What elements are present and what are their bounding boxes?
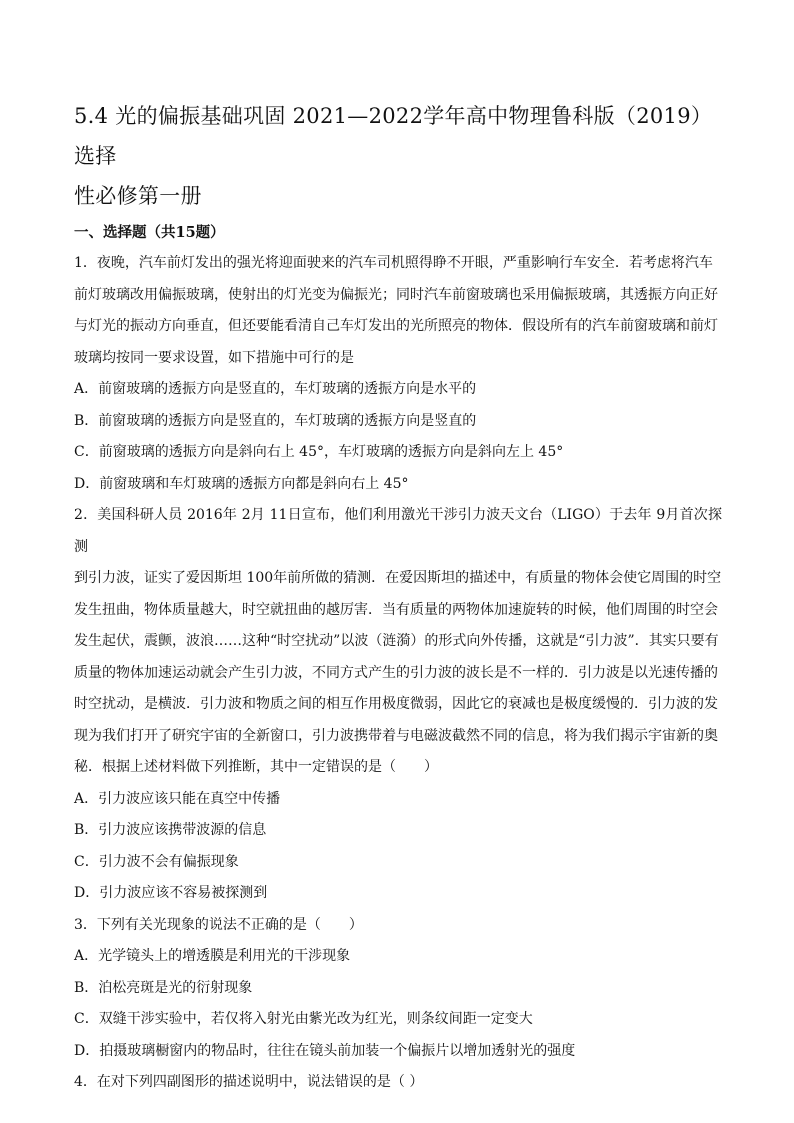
- answer-option: A．前窗玻璃的透振方向是竖直的，车灯玻璃的透振方向是水平的: [74, 381, 477, 397]
- question-stem-line: 前灯玻璃改用偏振玻璃，使射出的灯光变为偏振光；同时汽车前窗玻璃也采用偏振玻璃，其透振方向正好: [74, 286, 718, 303]
- question-stem-line: 时空扰动，是横波．引力波和物质之间的相互作用极度微弱，因此它的衰减也是极度缓慢的．引力波的发: [74, 696, 718, 712]
- answer-option: D．拍摄玻璃橱窗内的物品时，往往在镜头前加装一个偏振片以增加透射光的强度: [74, 1042, 576, 1059]
- title-line-2: 性必修第一册: [74, 184, 202, 208]
- question-1: [74, 248, 722, 500]
- question-3: [74, 910, 722, 1068]
- question-stem-line: 现为我们打开了研究宇宙的全新窗口，引力波携带着与电磁波截然不同的信息，将为我们揭示宇宙新的奥: [74, 727, 718, 744]
- question-4: [74, 1067, 722, 1099]
- question-stem-line: 到引力波，证实了爱因斯坦 100年前所做的猜测．在爱因斯坦的描述中，有质量的物体会使它周围的时空: [74, 570, 722, 586]
- question-stem-line: 4．在对下列四副图形的描述说明中，说法错误的是（ ）: [74, 1074, 424, 1090]
- document-page: [74, 96, 722, 1099]
- question-stem-line: 1．夜晚，汽车前灯发出的强光将迎面驶来的汽车司机照得睁不开眼，严重影响行车安全．若考虑将汽车: [74, 255, 713, 271]
- question-2: [74, 500, 722, 910]
- title-line-1: 5.4 光的偏振基础巩固 2021—2022学年高中物理鲁科版（2019）选择: [74, 104, 713, 168]
- document-title: [74, 96, 722, 216]
- answer-option: C．双缝干涉实验中，若仅将入射光由紫光改为红光，则条纹间距一定变大: [74, 1011, 533, 1027]
- answer-option: B．引力波应该携带波源的信息: [74, 822, 267, 838]
- answer-option: A．引力波应该只能在真空中传播: [74, 790, 281, 807]
- question-stem-line: 发生起伏，震颤，波浪……这种“时空扰动”以波（涟漪）的形式向外传播，这就是“引力波”．其实只要有: [74, 633, 719, 649]
- question-stem-line: 玻璃均按同一要求设置，如下措施中可行的是: [74, 349, 354, 366]
- question-stem-line: 秘．根据上述材料做下列推断，其中一定错误的是（ ）: [74, 759, 438, 775]
- answer-option: C．前窗玻璃的透振方向是斜向右上 45°，车灯玻璃的透振方向是斜向左上 45°: [74, 444, 564, 460]
- question-stem-line: 3．下列有关光现象的说法不正确的是（ ）: [74, 916, 363, 933]
- answer-option: B．前窗玻璃的透振方向是竖直的，车灯玻璃的透振方向是竖直的: [74, 412, 477, 429]
- question-stem-line: 发生扭曲，物体质量越大，时空就扭曲的越厉害．当有质量的两物体加速旋转的时候，他们周围的时空会: [74, 601, 718, 618]
- answer-option: B．泊松亮斑是光的衍射现象: [74, 979, 253, 996]
- question-stem-line: 2．美国科研人员 2016年 2月 11日宣布，他们利用激光干涉引力波天文台（LIGO）于去年 9月首次探测: [74, 507, 722, 555]
- answer-option: D．引力波应该不容易被探测到: [74, 885, 268, 901]
- answer-option: C．引力波不会有偏振现象: [74, 853, 239, 870]
- answer-option: A．光学镜头上的增透膜是利用光的干涉现象: [74, 948, 351, 964]
- question-stem-line: 与灯光的振动方向垂直，但还要能看清自己车灯发出的光所照亮的物体．假设所有的汽车前窗玻璃和前灯: [74, 318, 718, 334]
- question-stem-line: 质量的物体加速运动就会产生引力波，不同方式产生的引力波的波长是不一样的．引力波是以光速传播的: [74, 664, 718, 681]
- section-heading: 一、选择题（共15题）: [74, 224, 225, 241]
- answer-option: D．前窗玻璃和车灯玻璃的透振方向都是斜向右上 45°: [74, 475, 409, 492]
